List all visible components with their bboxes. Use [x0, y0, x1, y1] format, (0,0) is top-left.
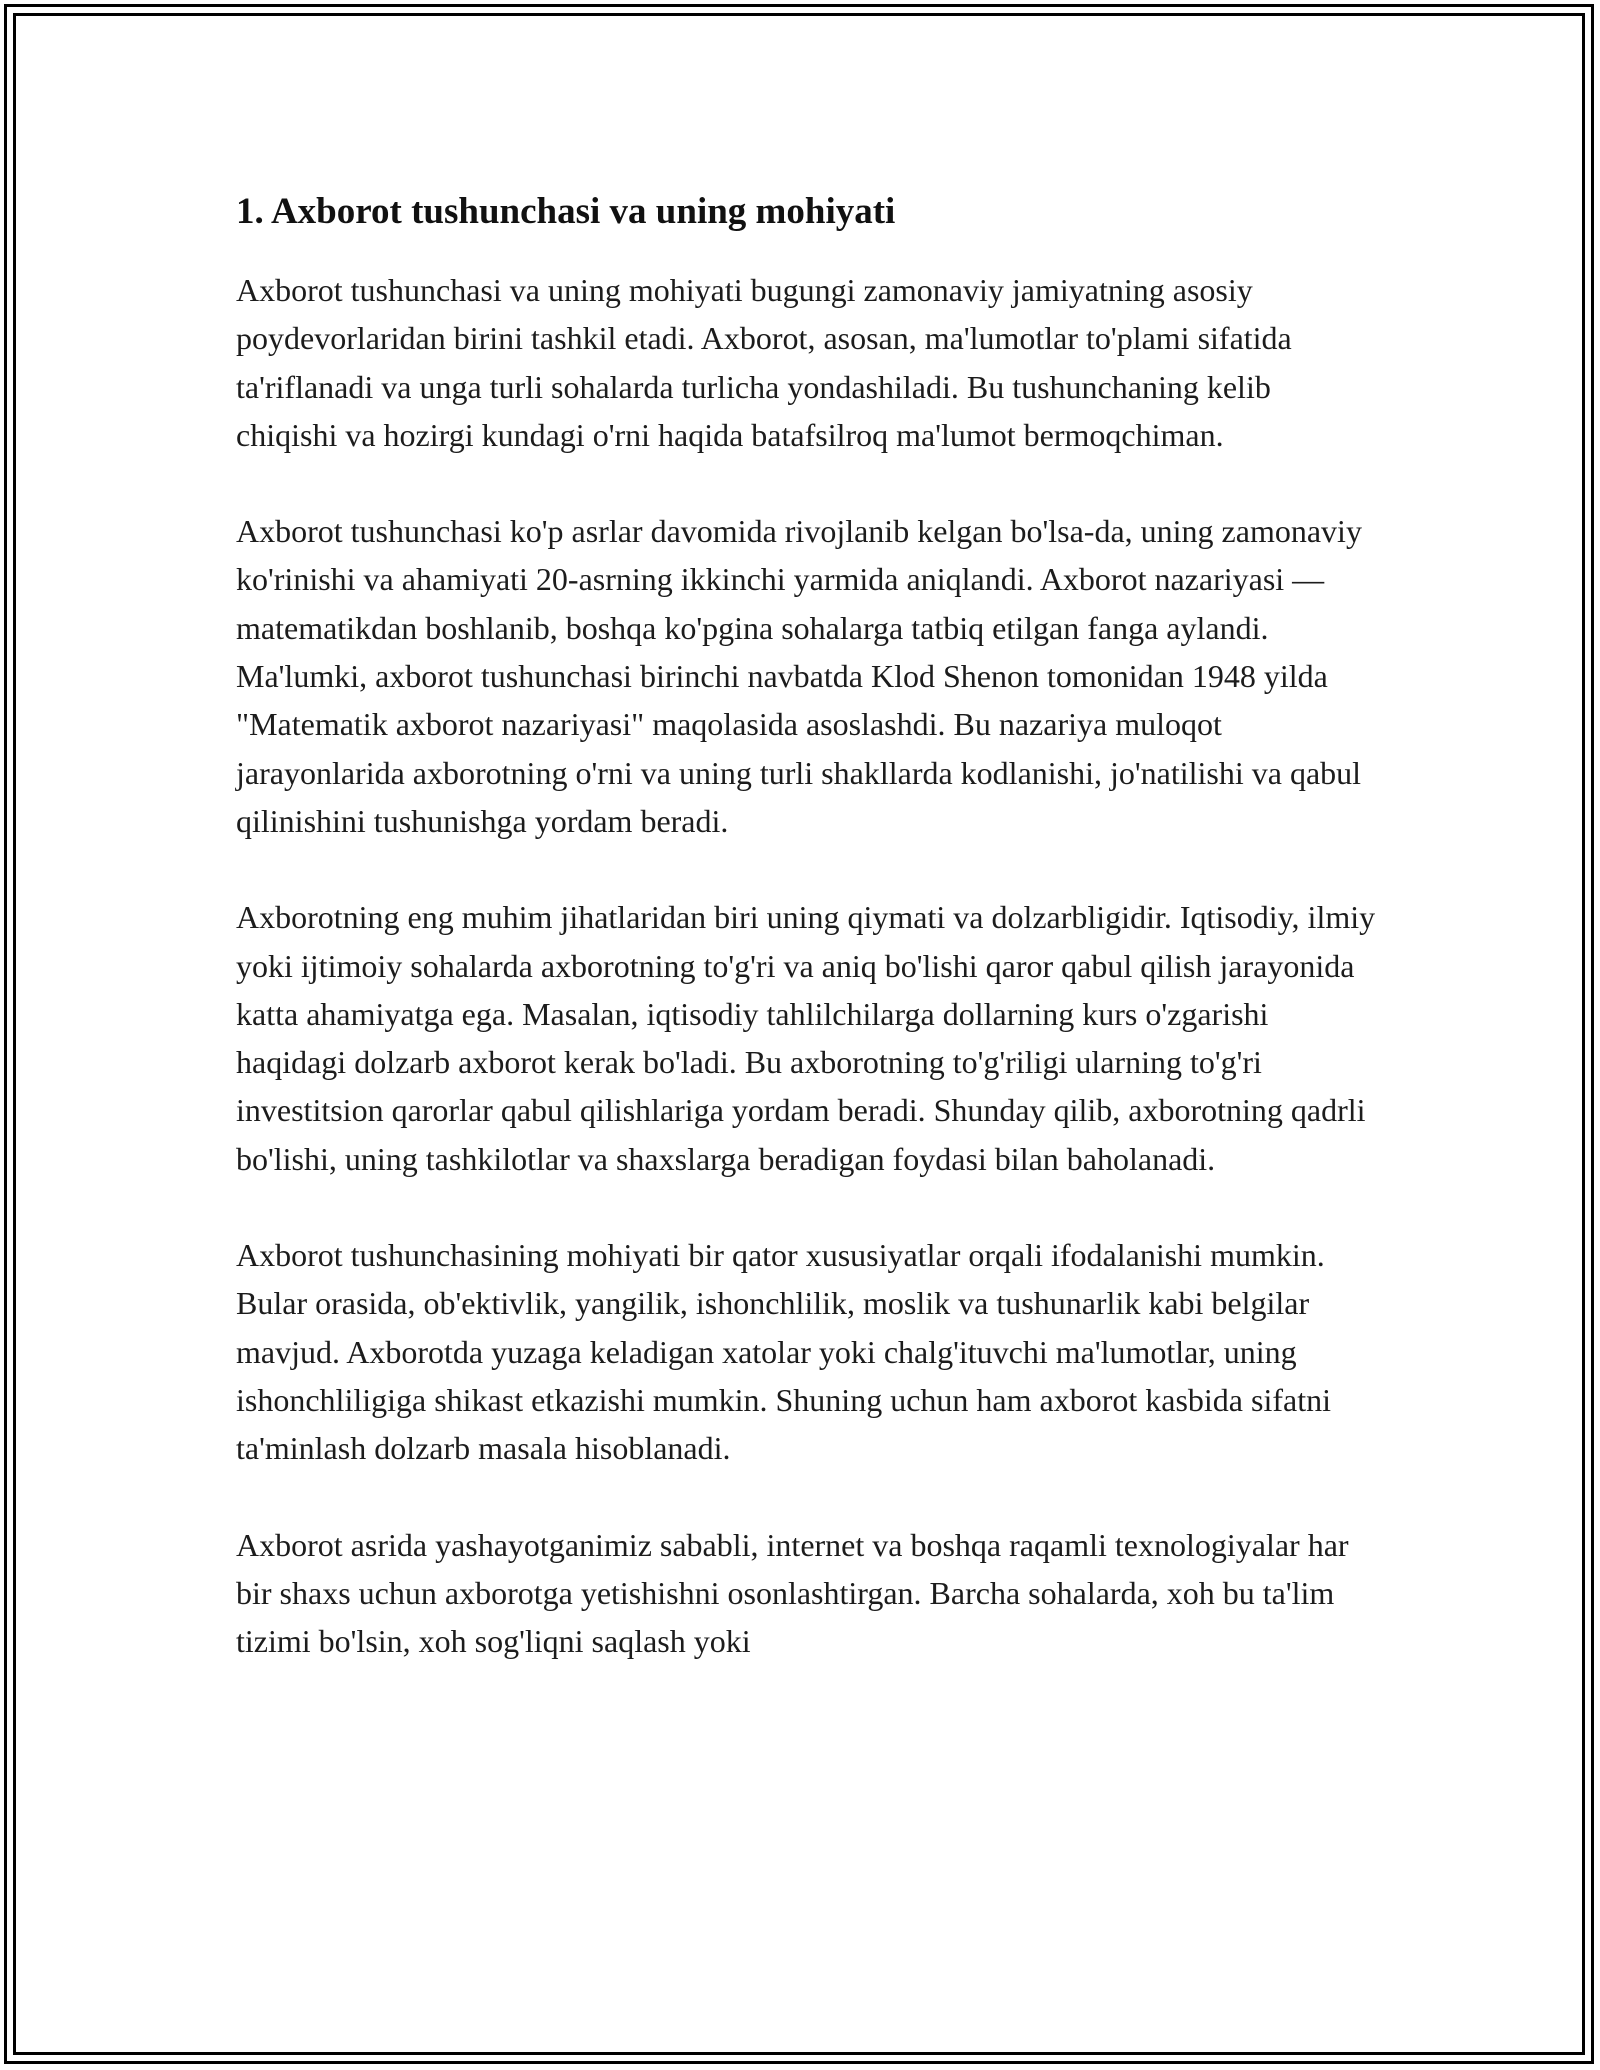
- paragraph-5: Axborot asrida yashayotganimiz sababli, internet va boshqa raqamli texnologiyalar har bir shaxs uchun axborotga yetishishni osonlashtirgan. Barcha sohalarda, xoh bu ta'lim tizimi bo'lsin, xoh sog'liqni saqlash yoki: [236, 1526, 1349, 1660]
- paragraph-2: Axborot tushunchasi ko'p asrlar davomida rivojlanib kelgan bo'lsa-da, uning zamonaviy ko'rinishi va ahamiyati 20-asrning ikkinchi yarmida aniqlandi. Axborot nazariyasi — matematikdan boshlanib, boshqa ko'pgina sohalarga tatbiq etilgan fanga aylandi. Ma'lumki, axborot tushunchasi birinchi navbatda Klod Shenon tomonidan 1948 yilda "Matematik axborot nazariyasi" maqolasida asoslashdi. Bu nazariya muloqot jarayonlarida axborotning o'rni va uning turli shakllarda kodlanishi, jo'natilishi va qabul qilinishini tushunishga yordam beradi.: [236, 513, 1362, 839]
- paragraph-4: Axborot tushunchasining mohiyati bir qator xususiyatlar orqali ifodalanishi mumkin. Bular orasida, ob'ektivlik, yangilik, ishonchlilik, moslik va tushunarlik kabi belgilar mavjud. Axborotda yuzaga keladigan xatolar yoki chalg'ituvchi ma'lumotlar, uning ishonchliligiga shikast etkazishi mumkin. Shuning uchun ham axborot kasbida sifatni ta'minlash dolzarb masala hisoblanadi.: [236, 1237, 1331, 1467]
- paragraph-3: Axborotning eng muhim jihatlaridan biri uning qiymati va dolzarbligidir. Iqtisodiy, ilmiy yoki ijtimoiy sohalarda axborotning to'g'ri va aniq bo'lishi qaror qabul qilish jarayonida katta ahamiyatga ega. Masalan, iqtisodiy tahlilchilarga dollarning kurs o'zgarishi haqidagi dolzarb axborot kerak bo'ladi. Bu axborotning to'g'riligi ularning to'g'ri investitsion qarorlar qabul qilishlariga yordam beradi. Shunday qilib, axborotning qadrli bo'lishi, uning tashkilotlar va shaxslarga beradigan foydasi bilan baholanadi.: [236, 899, 1376, 1177]
- section-heading: 1. Axborot tushunchasi va uning mohiyati: [236, 191, 896, 232]
- document-body: [236, 184, 1376, 1713]
- paragraph-1: Axborot tushunchasi va uning mohiyati bugungi zamonaviy jamiyatning asosiy poydevorlaridan birini tashkil etadi. Axborot, asosan, ma'lumotlar to'plami sifatida ta'riflanadi va unga turli sohalarda turlicha yondashiladi. Bu tushunchaning kelib chiqishi va hozirgi kundagi o'rni haqida batafsilroq ma'lumot bermoqchiman.: [236, 272, 1292, 453]
